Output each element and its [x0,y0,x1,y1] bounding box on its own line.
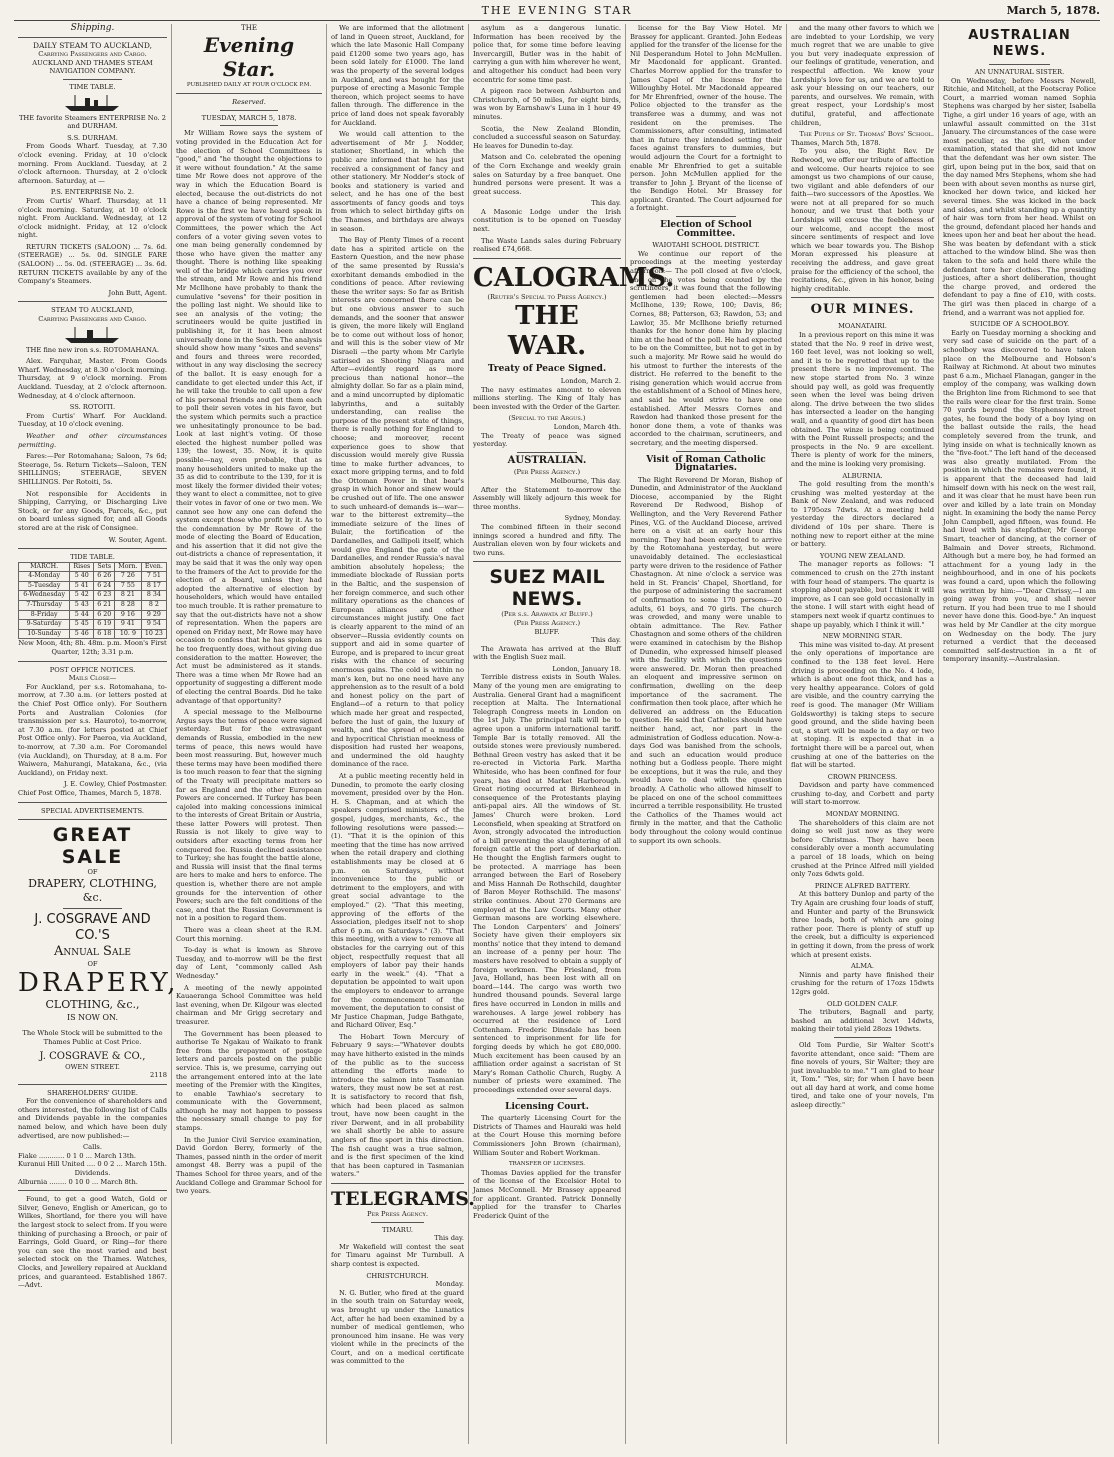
pupils-signature: The Pupils of St. Thomas' Boys' School. [799,130,934,139]
tide-cell: 5 40 [70,572,94,582]
monday-morning-heading: MONDAY MORNING. [825,810,900,819]
souter-agent: W. Souter, Agent. [108,535,167,544]
agent-name: John Butt, Agent. [108,288,167,297]
tide-cell: 6 21 [94,601,115,611]
sydney-dateline: Sydney, Monday. [564,514,621,523]
tide-cell: 6 18 [94,629,115,639]
tide-cell: 7 26 [115,572,142,582]
rotomahana-heading: THE fine new iron s.s. ROTOMAHANA. [26,345,159,354]
tide-header-cell: MARCH. [19,562,70,572]
leader-text: Mr William Rowe says the system of voting provided in the Education Act for the election of School Committees is "good," and "he thought the objections to it were without foundation." At the same time Mr Rowe does not approve of the way in which the Education Board is elected, because the out-districts do not have a chance of being represented. Mr Rowe is the first we have heard speak in approval of the system of voting for School Committees, the power which the Act confers of a voter giving seven votes to one man being generally condemned by those who have given the matter any thought. There is nothing like speaking well of the bridge which carries you over the stream, and Mr Rowe and his friend Mr McIlhone have probably to thank the cumulative "sevens" for their position in the polling last night. We should like to see an analysis of the voting; the scrutineers would be quite justified in publishing it, for it has been almost universally done in the South. The analysis should show how many "sixes and sevens" and fours and threes were recorded, without in any way disclosing the secrecy of the ballot. It is easy enough for a candidate to get elected under this Act, if he will take the trouble to call upon a few of his personal friends and get them each to poll their seven votes in his favor, but the system which permits such a practice we unhesitatingly pronounce to be bad. Look at last night's voting. Of those elected the highest number polled was 139; the lowest, 35. Now, it is quite possible—nay, even probable, that as many householders united to make up the 35 as did to contribute to the 139, for it is most likely the former divided their votes; they want to elect a committee, not to give their votes in favor of one or two men. We cannot see how any one can defend the system except those who profit by it. As to the condemnation by Mr Rowe of the mode of electing the Board of Education, and his assertion that it did not give the out-districts a chance of representation, it may be said that it was the only way open to the framers of the Act to provide for the election of a Board, unless they had adopted the alternative of election by householders, which would have entailed too much trouble. It is rather premature to say that the out-districts have not a show of representation. When the papers are opened on Friday next, Mr Rowe may have occasion to confess that he has spoken as he too frequently does, without giving due consideration to the matter. However, the Act must be administered as it stands. There was a time when Mr Rowe had an opportunity of suggesting a different mode of electing the central Boards. Did he take advantage of that opportunity? [176,129,322,705]
the-war-heading: THE WAR. [507,301,587,362]
special-ads-heading: SPECIAL ADVERTISEMENTS. [41,806,144,815]
masthead-date: March 5, 1878. [1006,4,1100,17]
column-5 [626,24,787,1444]
carrying-text: Carrying Passengers and Cargo. [38,50,147,59]
article-salmon: The Hobart Town Mercury of February 9 says:—"Whatever doubts may have hitherto existed in the minds of the public as to the success attending the efforts made to introduce the salmon into Tasmanian waters, they must now be set at rest. It is satisfactory to record that fish, which had been placed as salmon trout, have now been caught in the river Derwent, and in all probability we shall shortly be able to assure anglers of fine sport in this direction. The fish caught was a true salmon, and is the first specimen of the kind that has been captured in Tasmanian waters." [331,1032,464,1179]
australian-news-heading: AUSTRALIAN NEWS. [968,28,1071,59]
tide-cell: 8 2 [141,601,166,611]
tide-row [19,629,167,639]
is-now-on: IS NOW ON. [66,1013,119,1023]
tide-cell: 5 46 [70,629,94,639]
tide-row [19,610,167,620]
suez-news-text: Terrible distress exists in South Wales. Many of the young men are emigrating to Australia. General Grant had a magnificent reception at Malta. The International Telegraph Congress meets in London on the 1st July. The principal talk will be to agree upon a uniform international tariff. Temple Bar is totally removed. All the outside stones were previously numbered. Bethnal Green vestry has asked that it be re-erected in Victoria Park. Martha Whiteside, who has been confined for four years, has died at Market Harborough. Great rioting occurred at Birkenhead in consequence of the Protestants playing anti-papal airs. All the windows of St. James' Church were broken. Lord Leconsfield, when speaking at Stratford on Avon, strongly advocated the introduction of a bill preventing the slaughtering of all foreign cattle at the port of debarkation. He thought the English farmers ought to be protected. A marriage has been arranged between the Earl of Rosebery and Miss Hannah De Rothschild, daughter of Baron Meyer Rothschild. The masons' strike continues. About 270 Germans are employed at the Law Courts. Many other German masons are working elsewhere. The London Carpenters' and Joiners' Society have given their employers six months' notice that they intend to demand an increase of a penny per hour. The masters have resolved to obtain a supply of foreign workmen. The Friesland, from Java, Holland, has been lost with all on board—144. The cargo was worth two hundred thousand pounds. Several large fires have occurred in London in mills and warehouses. A large jewel robbery has occurred at the residence of Lord Cottenham. Frederic Dinsdale has been sentenced to imprisonment for life for forging deeds by which he got £80,000. Much excitement has been caused by an affiliation order against a sacristan of St Mary's Roman Catholic Church, Rugby. A number of priests were examined. The proceedings extended over several days. [473,673,621,1094]
date-line: TUESDAY, MARCH 5, 1878. [201,113,297,122]
tide-table [18,562,167,640]
steamer-illustration [18,94,167,112]
tide-cell: 10-Sunday [19,629,70,639]
visit-text: The Right Reverend Dr Moran, Bishop of Dunedin, and Administrator of the Auckland Diocese, accompanied by the Right Reverend Dr Redwood, Bishop of Wellington, and the Very Reverend Father Pines, V.G. of the Auckland Diocese, arrived here on a visit at an early hour this morning. They had been expected to arrive by the Rotomahana yesterday, but were unavoidably detained. The ecclesiastical party were driven to the residence of Father Chastagnon. At nine o'clock a service was held in St. Francis' Chapel, Shortland, for the purpose of administering the sacrament of confirmation to some 170 persons—20 adults, 61 boys, and 70 girls. The church was crowded, and many were unable to obtain admittance. The Rev. Father Chastagnon and some others of the children were examined in catechism by the Bishop of Dunedin, who expressed himself pleased with the facility with which the questions were answered. Dr. Moran then preached an eloquent and impressive sermon on confirmation, dwelling on the deep importance of the sacrament. The confirmation then took place, after which he delivered an address on the Education question. He said that Catholics should have neither hand, act, nor part in the administration of Godless education. Now-a-days God was banished from the schools, and such an education would produce nothing but a Godless people. There might be exceptions, but it was the rule, and they would have to deal with the question broadly. A Catholic who allowed himself to be placed on one of the school committees incurred a terrible responsibility. He trusted the Catholics of the Thames would act firmly in the matter, and that the Catholic body throughout the colony would continue to support its own schools. [630,475,782,845]
tide-cell: 8 28 [115,601,142,611]
our-mines-heading: OUR MINES. [810,302,915,318]
published-note: PUBLISHED DAILY AT FOUR O'CLOCK P.M. [186,81,312,88]
post-office-date: Chief Post Office, Thames, March 5, 1878. [18,788,162,797]
article-kauaeranga: A meeting of the newly appointed Kauaeranga School Committee was held last evening, when Dr. Kilgour was elected chairman and Mr Grigg secretary and treasurer. [176,983,322,1026]
tide-cell: 5 45 [70,620,94,630]
alburnia-text: The gold resulting from the month's crushing was melted yesterday at the Bank of New Zealand, and was reduced to 1795ozs 7dwts. At a meeting held yesterday the directors declared a dividend of 10s per share. There is nothing new to report either at the mine or battery. [791,480,934,549]
visit-heading: Visit of Roman Catholic Dignataries. [646,454,766,474]
tide-cell: 6 20 [94,610,115,620]
alma-text: Ninnis and party have finished their crushing for the return of 17ozs 15dwts 12grs gold. [791,970,934,996]
cosgrave-co: J. COSGRAVE & CO., [39,1050,146,1062]
post-office-heading: POST OFFICE NOTICES. [49,665,136,674]
tide-cell: 5-Tuesday [19,581,70,591]
durham-times: From Goods Wharf. Tuesday, at 7.30 o'clock evening. Friday, at 10 o'clock morning. From Auckland. Tuesday, at 2 o'clock afternoon. Thursday, at 2 o'clock afternoon. Saturday, at — [18,142,167,185]
wilkes-ad: Found, to get a good Watch, Gold or Silver, Genevo, English or American, go to Wilkes, Shortland, for there you will have the largest stock to select from. If you were thinking of purchasing a Brooch, or pair of Earrings, Gold Guard, or Ring—for there you can see the most varied and best selected stock on the Thames. Watches, Clocks, and Jewellery repaired at Auckland prices, and guaranteed. Established 1867.—Advt. [18,1195,167,1290]
article-early-closing: At a public meeting recently held in Dunedin, to promote the early closing movement, presided over by the Hon. H. S. Chapman, and at which the speakers comprised ministers of the gospel, judges, merchants, &c., the following resolutions were passed:—(1). "That it is the opinion of this meeting that the time has now arrived when the retail drapery and clothing establishments may be closed at 6 p.m. on Saturdays, without inconvenience to the public or detriment to the employers, and with great social advantage to the employed." (2). "That this meeting, approving of the efforts of the Association, pledges itself not to shop after 6 p.m. on Saturdays." (3). "That this meeting, with a view to remove all obstacles for the carrying out of this object, respectfully request that all employers of labor pay their hands early in the week." (4). "That a deputation be appointed to wait upon the employers to endeavor to arrange for the commencement of the movement, the deputation to consist of Mr Justice Chapman, Judge Bathgate, and Richard Oliver, Esq." [331,772,464,1030]
bluff-day: This day. [591,636,621,645]
enterprise-heading: P.S. ENTERPRISE No. 2. [50,188,135,197]
transfer-heading: TRANSFER OF LICENSES. [508,1161,586,1168]
licensing-heading: Licensing Court. [505,1101,589,1112]
tide-cell: 5 43 [70,601,94,611]
australian-heading: AUSTRALIAN. [507,454,587,466]
reply-text: To you also, the Right Rev. Dr Redwood, we offer our tribute of affection and welcome. Our hearts rejoice to see amongst us two champions of our cause, two vigilant and able defenders of our faith—two successors of the Apostles. We were not at all prepared for so much honour, and we trust that both your Lordships will excuse the feebleness of our welcome, and accept the most sincere sentiments of respect and love which we bear towards you. The Bishop Moran expressed his pleasure at receiving the address, and gave great praise for the efficiency of the school, the recitations, &c., given in his honor, being highly creditable. [791,147,934,293]
fares-text: RETURN TICKETS (SALOON) ... 7s. 6d. (STEERAGE) ... 5s. 0d. SINGLE FARE (SALOON) ... 5s. 0d. (STEERAGE) ... 3s. 6d. RETURN TICKETS available by any of the Company's Steamers. [18,242,167,286]
moon-note: New Moon, 4th; 8h. 48m. p.m. Moon's First Quarter, 12th; 3.31 p.m. [18,639,167,657]
tide-row [19,591,167,601]
christchurch-day: Monday. [435,1280,464,1289]
tide-cell: 5 41 [70,581,94,591]
treaty-text: The navy estimates amount to eleven millions sterling. The King of Italy has been invested with the Order of the Garter. [473,385,621,411]
bluff-text: The Arawata has arrived at the Bluff with the English Suez mail. [473,644,621,662]
mails-close: Mails Close— [68,674,117,683]
tide-cell: 9 41 [115,620,142,630]
dividends-heading: Dividends. [74,1169,111,1178]
tide-cell: 8 21 [115,591,142,601]
tide-cell: 6 19 [94,620,115,630]
dividend-row: Alburnia ........ 0 10 0 ... March 8th. [18,1177,138,1186]
timaru-text: Mr Wakefield will contest the seat for Timaru against Mr Turnbull. A sharp contest is expected. [331,1242,464,1268]
great-sale: GREAT SALE [52,824,133,869]
drapery-big: DRAPERY, [18,968,179,999]
steamer-icon [63,326,123,344]
election-text: We continue our report of the proceedings at the meeting yesterday afternoon:— The poll closed at five o'clock, and on the votes being counted by the scrutineers, it was found that the following gentlemen had been elected:—Messrs McIlhone, 139; Rowe, 100; Davis, 86; Cornes, 88; Patterson, 63; Rawdon, 53; and Lawlor, 35. Mr McIlhone briefly returned thanks for the honor done him by placing him at the head of the poll. He had expected to be on the Committee, but not to get in by such a majority. Mr Rowe said he would do his utmost to further the interests of the district. He referred to the benefit to the rising generation which would accrue from the establishment of a School of Mines here, and said he would strive to have one established. After Messrs Cornes and Rawdon had thanked those present for the honor done them, a vote of thanks was accorded to the chairman, scrutineers, and secretary, and the meeting dispersed. [630,249,782,447]
tide-cell: 7 55 [115,581,142,591]
tide-cell: 6 24 [94,581,115,591]
calls-heading: Calls. [83,1143,102,1152]
transfer-text: Thomas Davies applied for the transfer of the license of the Excelsior Hotel to James McConnell. Mr Brassey appeared for applicant. Granted. Patrick Donnelly applied for the transfer to Charles Frederick Quint of the [473,1168,621,1220]
fares-2: Fares:—Per Rotomahana; Saloon, 7s 6d; Steerage, 5s. Return Tickets—Saloon, TEN SHILLINGS; STEERAGE, SEVEN SHILLINGS. Per Rotoiti, 5s. [18,452,167,486]
postmaster: J. E. Cowley, Chief Postmaster. [63,780,167,789]
article-shrove: To-day is what is known as Shrove Tuesday, and to-morrow will be the first day of Lent, "commonly called Ash Wednesday." [176,946,322,980]
election-heading: Election of School Committee. [660,220,752,239]
column-2 [172,24,327,1444]
treaty-heading: Treaty of Peace Signed. [487,364,607,375]
tide-header-cell: Morn. [115,562,142,572]
article-lodge: A Masonic Lodge under the Irish constitution is to be opened on Tuesday next. [473,207,621,234]
london-dateline-1: London, March 2. [560,377,621,386]
durham-heading: S.S. DURHAM. [67,133,118,142]
scott-anecdote: Old Tom Purdie, Sir Walter Scott's favorite attendant, once said: "Them are fine novels of yours, Sir Walter; they are just invaluable to me." "I am glad to hear it, Tom." "Yes, sir; for when I have been out all day hard at work, and come home tired, and take one of your novels, I'm asleep directly." [791,1040,934,1110]
tide-header-cell: Rises [70,562,94,572]
timetable-heading: TIME TABLE. [69,82,116,91]
tide-cell: 5 44 [70,610,94,620]
whole-stock: The Whole Stock will be submitted to the Thames Public at Cost Price. [22,1029,163,1046]
suicide-heading: SUICIDE OF A SCHOOLBOY. [969,320,1070,329]
tide-table-heading: TIDE TABLE. [70,553,115,562]
owen-street: OWEN STREET. [65,1062,120,1071]
melbourne-dateline: Melbourne, This day. [549,476,621,485]
tide-header-cell: Even. [141,562,166,572]
steamer-illustration-2 [18,326,167,344]
this-day: This day. [591,199,621,208]
calls-row: Kuranui Hill United .... 0 0 2 ... March 15th. [18,1160,167,1169]
reserved: Reserved. [232,98,266,107]
tide-cell: 9 29 [141,610,166,620]
column-1 [14,23,179,1444]
unnatural-sister-text: On Wednesday, before Messrs Newell, Ritchie, and Mitchell, at the Footscray Police Court, a married woman named Sophia Stephens was charged by her sister, Isabella Tighe, a girl under 16 years of age, with an unlawful assault committed on the 31st January. The circumstances of the case were most peculiar, as the girl, when under examination, stated that she did not know that the defendant was her own sister. The girl, upon being put in the box, said that on the day named Mrs Stephens, whom she had been with about seven months as nurse girl, knocked her down twice, and kicked her several times. She was kicked in the back and sides, and whilst standing up a quantity of hair was torn from her head. Whilst on the ground, defendant placed her hands and knees upon her and beat her about the head. She was beaten by defendant with a stick attached to the window blind. She was then taken to the sofa and held there while the defendant tore her clothes. The presiding justices, after a short deliberation, thought the charge proved, and ordered the defendant to pay a fine of £10, with costs. The girl was then placed in charge of a friend, and a warrant was not applied for. [943,76,1096,317]
tide-cell: 9 16 [115,610,142,620]
timaru-day: This day. [434,1234,464,1243]
tide-cell: 8-Friday [19,610,70,620]
tide-cell: 9-Saturday [19,620,70,630]
newspaper-title: Evening Star. [203,32,295,81]
tide-cell: 4-Monday [19,572,70,582]
favorite-steamers: THE favorite Steamers ENTERPRISE No. 2 and DURHAM. [18,113,167,131]
article-rm-court: There was a clean sheet at the R.M. Court this morning. [176,926,322,943]
article-nodder: We would call attention to the advertisement of Mr J. Nodder, stationer, Shortland, in which the public are informed that he has just received a consignment of fancy and other stationery. Mr Nodder's stock of books and stationery is varied and select, and he has one of the best assortments of fancy goods and toys from which to select birthday gifts on the Thames, and birthdays are always in season. [331,130,464,233]
clothing-line: CLOTHING, &c., [45,998,140,1012]
of-1: OF [87,868,98,877]
article-masonic: We are informed that the allotment of land in Queen street, Auckland, for which the late Masonic Hall Company paid £1200 some two years ago, has been sold lately for £1000. The land was the property of the several lodges in Auckland, and was bought for the purpose of erecting a Masonic Temple thereon, which project seems to have fallen through. The difference in the price of land does not speak favorably for Auckland. [331,24,464,127]
enterprise-times: From Curtis' Wharf. Thursday, at 11 o'clock morning. Saturday, at 10 o'clock night. From Auckland. Wednesday, at 12 o'clock midnight. Friday, at 12 o'clock night. [18,196,167,240]
tide-cell: 7 51 [141,572,166,582]
new-morning-star-heading: NEW MORNING STAR. [822,632,903,641]
suicide-text: Early on Tuesday morning a shocking and very sad case of suicide on the part of a schoolboy was discovered to have taken place on the Melbourne and Hobson's Railway at Richmond. At about two minutes past 6 a.m., Michael Flanagan, ganger in the employ of the company, was walking down the Brighton line from Richmond to see that the rails were clear for the first train. Some 70 yards beyond the Stephenson street gates, he found the body of a boy lying on the ballast outside the rails, the head completely severed from the trunk, and lying inside on what is technically known as the "five-foot." The left hand of the deceased was also greatly mutilated. From the position in which the remains were found, it is apparent that the deceased had laid himself down with his neck on the west rail, and it was clear that he must have been run over and killed by a late train on Monday night. In examining the body the name Percy John Campbell, aged fifteen, was found. He had lived with his stepfather, Mr George Smart, teacher of dancing, at the corner of Balmain and Dover streets, Richmond. Although but a mere boy, he had formed an attachment for a young lady in the neighbourhood, and in one of his pockets was found a card, upon which the following was written by him:—"Dear Chrissy,—I am going away from you, and shall never return. If you had been true to me I should never have done this. Good-bye." An inquest was held by Mr Candler at the city morgue on Wednesday on the body. The jury returned a verdict that the deceased committed self-destruction in a fit of temporary insanity.—Australasian. [943,328,1096,664]
waiotahi-heading: WAIOTAHI SCHOOL DISTRICT. [652,241,760,250]
steamer-icon [63,94,123,112]
telegrams-heading: TELEGRAMS. [331,1187,475,1210]
licensing-text: The quarterly Licensing Court for the Districts of Thames and Hauraki was held at the Court House this morning before Commissioners John Brown (chairman), William Souter and Robert Workman. [473,1114,621,1157]
page-masthead [14,4,1100,21]
tide-cell: 6-Wednesday [19,591,70,601]
london-dateline-3: London, January 18. [552,664,621,673]
post-office-text: For Auckland, per s.s. Rotomahana, to-morrow, at 7.30 a.m. (or letters posted at the Chief Post Office only). For Southern Ports and Australian Colonies (for transmission per s.s. Hauroto), to-morrow, at 7.30 a.m. (for letters posted at Chief Post Office only). For Paeroa, via Auckland, to-morrow, at 7.30 a.m. For Coromandel (via Auckland), on Thursday, at 8 a.m. For Waiwera, Mahurangi, Matakana, &c., (via Auckland), on Friday next. [18,682,167,777]
per-press-agency-2: (Per Press Agency.) [513,468,581,477]
bluff-heading: BLUFF. [534,627,560,636]
old-golden-calf-text: The tributers, Bagnall and party, bashed an additional 3cwt 14dwts, making their total yield 28ozs 19dwts. [791,1008,934,1034]
tide-cell: 7-Thursday [19,601,70,611]
alma-heading: ALMA. [850,962,875,971]
suez-mail-heading: SUEZ MAIL NEWS. [489,566,605,611]
moanatairi-text: In a previous report on this mine it was stated that the No. 9 reef in drive west, 160 feet level, was not looking so well, and it is to be regretted that up to the present there is no improvement. The new stope started from No. 3 winze should pay well, as gold was frequently seen when the level was being driven along. The drive between the two slides has intersected a leader on the hanging wall, and a quantity of good dirt has been obtained. The winze is being continued with the Point Russell prospects; and the prospects in the No. 9 are excellent. There is plenty of work for the miners, and the mine is looking very promising. [791,331,934,468]
the-label: THE [241,24,257,32]
melbourne-text: After the Statement to-morrow the Assembly will likely adjourn this week for three months. [473,485,621,511]
prince-alfred-heading: PRINCE ALFRED BATTERY. [814,881,911,890]
rotomahana-times: Alex. Farquhar, Master. From Goods Wharf. Wednesday, at 8.30 o'clock morning. Thursday, at 9 o'clock morning. From Auckland. Tuesday, at 2 o'clock afternoon. Wednesday, at 4 o'clock afternoon. [18,357,167,400]
reuter-note: (Reuter's Special to Press Agency.) [487,292,607,301]
timaru-heading: TIMARU. [382,1225,413,1234]
weather-note: Weather and other circumstances permitting. [18,431,167,449]
article-pigeon: A pigeon race between Ashburton and Christchurch, of 50 miles, for eight birds, was won by Earnshaw's Luna in 1 hour 49 minutes. [473,87,621,121]
tide-cell: 9 54 [141,620,166,630]
new-morning-star-text: This mine was visited to-day. At present the only operations of importance are confined to the 138 feet level. Here driving is proceeding on the No. 4 lode, which is about one foot thick, and has a very healthy appearance. Colors of gold are visible, and the country carrying the reef is good. The manager (Mr William Goldsworthy) is taking steps to secure good ground, and the slide having been cut, a start will be made in a day or two at stoping. It is expected that in a fortnight there will be a parcel out, when crushing at one of the batteries on the flat will be started. [791,640,934,770]
tide-cell: 6 23 [94,591,115,601]
steam-to-auckland-heading: STEAM TO AUCKLAND, [51,306,134,315]
shipping-heading: Shipping. [70,23,115,33]
tide-cell: 8 17 [141,581,166,591]
unnatural-sister-heading: AN UNNATURAL SISTER. [974,68,1065,76]
prince-alfred-text: At this battery Dunlop and party of the Try Again are crushing four loads of stuff, and Hunter and party of the Brunswick three loads, both of which are going rather poor. There is plenty of stuff up the creek, but a difficulty is experienced in getting it down, from the press of work which at present exists. [791,890,934,959]
christchurch-text: N. G. Butler, who fired at the guard in the south train on Saturday week, was brought up under the Lunatics Act, after he had been examined by a number of medical gentlemen, who pronounced him insane. He was very violent while in the precincts of the Court, and on a medical certificate was committed to the [331,1288,464,1366]
tide-cell: 10 23 [141,629,166,639]
column-4 [469,24,675,1444]
calls-row: Fiake ............ 0 1 0 ... March 13th. [18,1151,137,1160]
company-name: AUCKLAND AND THAMES STEAM NAVIGATION COMPANY. [32,58,153,76]
tide-row [19,572,167,582]
per-press-agency: Per Press Agency. [367,1209,428,1218]
per-press-agency-3: (Per Press Agency.) [513,618,581,627]
cosgrave-name: J. COSGRAVE AND CO.'S [34,911,151,943]
tide-cell: 5 42 [70,591,94,601]
drapery-clothing: DRAPERY, CLOTHING, &c. [28,876,157,904]
arawata-note: (Per s.s. Arawata at Bluff.) [501,610,593,619]
responsibility-note: Not responsible for Accidents in Shipping, Carrying, or Discharging Live Stock, or for any Goods, Parcels, &c., put on board unless signed for, and all Goods stored are at the risk of Consignee. [18,489,167,532]
of-2: OF [87,959,98,968]
crown-princess-heading: CROWN PRINCESS. [827,772,898,781]
sydney-text: The combined fifteen in their second innings scored a hundred and fifty. The Australian eleven won by four wickets and two runs. [473,522,621,557]
tide-row [19,620,167,630]
monday-morning-text: The shareholders of this claim are not doing so well just now as they were before Christmas. They have been considerably over a month accumulating a parcel of 18 loads, which on being crushed at the Prince Alfred mill yielded only 7ozs 6dwts gold. [791,818,934,879]
calograms-heading: CALOGRAMS. [473,262,675,293]
treaty-signed: The Treaty of peace was signed yesterday. [473,431,621,449]
guide-text: For the convenience of shareholders and others interested, the following list of Calls and Dividends payable in the companies named below, and which have been duly advertised, are now published:— [18,1097,167,1140]
article-peace: A special message to the Melbourne Argus says the terms of peace were signed yesterday. But for the extravagant demands of Russia, embodied in the new terms of peace, this news would have been most reassuring. But, however much these terms may have been modified there is too much reason to fear that the signing of the Treaty will precipitate matters so far as England and the other European Powers are concerned. If Turkey has been cajoled into making concessions inimical to the interests of Great Britain or Austria, these latter Powers will protest. Then Russia is not likely to give way to outsiders after exacting terms from her conquered foe. Russia declined assistance to Turkey; she has fought the battle alone, and Russia will insist that the final terms are hers to make and hers to enforce. The question is, whether there are not ample grounds for the intervention of other Powers; such are the felt conditions of the case, and that the Russian Government is not in a position to regard them. [176,708,322,923]
rotoiti-heading: SS. ROTOITI. [69,403,116,412]
masthead-title: THE EVENING STAR [481,4,633,17]
column-7 [939,24,1100,1444]
tide-cell: 6 26 [94,572,115,582]
moanatairi-heading: MOANATAIRI. [838,322,887,331]
article-blondin: Scotia, the New Zealand Blondin, concluded a successful season on Saturday. He leaves for Dunedin to-day. [473,124,621,150]
rotoiti-times: From Curtis' Wharf. For Auckland. Tuesday, at 10 o'clock evening. [18,411,167,429]
ad-number: 2118 [149,1071,167,1080]
tide-cell: 8 34 [141,591,166,601]
young-nz-text: The manager reports as follows: "I commenced to crush on the 27th instant with four head of stampers. The quartz is stopping about payable, but I think it will improve, as I can see gold occasionally in the stone. I will start with eight head of stampers next week if quartz continues to shape up payably, which I think it will." [791,560,934,629]
old-golden-calf-heading: OLD GOLDEN CALF. [826,999,898,1008]
article-waste-lands: The Waste Lands sales during February realised £74,668. [473,236,621,254]
annual-sale: Annual Sale [53,943,131,959]
article-corn-exchange: Matson and Co. celebrated the opening of the Corn Exchange and weekly grain sales on Saturday by a free banquet. One hundred persons were present. It was a great success. [473,153,621,196]
young-nz-heading: YOUNG NEW ZEALAND. [819,551,906,560]
address-text: and the many other favors to which we are indebted to your Lordship, we very much regret that we are unable to give you but very inadequate expression of our feelings of gratitude, veneration, and respectful affection. We know your Lordship's love for us, and we are told to ask your blessing on our teachers, our parents, and ourselves. We remain, with great respect, your Lordship's most dutiful, grateful, and affectionate children, [791,24,934,127]
tide-row [19,581,167,591]
tide-cell: 10. 9 [115,629,142,639]
crown-princess-text: Davidson and party have commenced crushing to-day, and Corbett and party will start to-morrow. [791,781,934,807]
daily-steam-heading: DAILY STEAM TO AUCKLAND, [32,40,153,50]
article-asylum: asylum as a dangerous lunatic. Information has been received by the police that, for some time before leaving Invercargill, Butler was in the habit of carrying a gun with him wherever he went, and altogether his conduct had been very eccentric for some time past. [473,24,621,84]
thames-date: Thames, March 5th, 1878. [791,138,881,147]
shareholders-guide: SHAREHOLDERS' GUIDE. [47,1088,138,1097]
column-3 [327,24,475,1444]
london-dateline-2: London, March 4th. [553,423,621,431]
tide-row [19,601,167,611]
article-bay-of-plenty: The Bay of Plenty Times of a recent date has a spirited article on the Eastern Question, and the new phase of the same presented by Russia's exorbitant demands embodied in the conditions of peace. After reviewing these the writer says: So far as British interests are concerned there can be but one obvious answer to such demands, and the sooner that answer is given, the more likely will England be to come out without loss of honor, and will this is the sober view of Mr Disraeli —the party whom Mr Carlyle satirised as Shooting Niagara and After—evidently regard as more precious than national honor—the almighty dollar. So far as a plain mind, and a mind uncorrupted by diplomatic labyrinths, and a suitably understanding, can realise the purpose of the present state of things, there is really nothing for England to choose; and moreover, recent experience goes to show that discussion would merely give Russia time to make further advances, to exact more gripping terms, and to fold the Ottoman Power in that bear's grasp in which honor and sinew would be crushed out of life. The one answer to such unheard-of demands is—war—war to the bitterest extremity—the immediate seizure of the lines of Bulair, the fortification of the Dardanelles, and Gallipoli itself, which would give England the gate of the Dardanelles, and render Russia's naval ambition absolutely hopeless; the immediate blockade of Russian ports in the Baltic, and the suspension of her foreign commerce, and such other military operations as the chances of European alliances and other circumstances might justify. One fact is clearly apparent to the mind of an observer—Russia evidently counts on support and aid in some quarter of Europe, and is prepared to incur great risks with the chance of securing enormous gains. The cold is within no man's ken, but no one need have any apprehension as to the result of a bold and honest policy on the part of England—of a return to that policy which made her great and respected, before the lust of gain, the luxury of wealth, and the spread of a muddle and hypocritical Christian meekness of disposition had rusted her weapons, and undermined the old haughty dominance of the race. [331,236,464,769]
article-civil-service: In the Junior Civil Service examination, David Gordon Berry, formerly of the Thames, passed ninth in the order of merit amongst 48. Berry was a pupil of the Thames School for three years, and of the Auckland College and Grammar School for two years. [176,1135,322,1196]
argus-note: (Special to the Argus.) [508,414,586,423]
tide-header-cell: Sets [94,562,115,572]
christchurch-heading: CHRISTCHURCH. [366,1271,429,1280]
alburnia-heading: ALBURNIA. [842,471,883,480]
license-continued: license for the Bay View Hotel. Mr Brassey for applicant. Granted. John Eedeas applied for the transfer of the license for the Nil Desperandum Hotel to John McMullen. Mr Macdonald for applicant. Granted. Charles Morrow applied for the transfer to James Capel of the license for the Willoughby Hotel. Mr Macdonald appeared for Mr Ehrenfried, owner of the house. The Police objected to the transfer as the transferee was a dummy, and was not resident on the premises. The Commissioners, after consulting, intimated that in future they intended setting their faces against transfers to dummies, but would adjourn the Court for a fortnight to enable Mr Ehrenfried to get a suitable person. John McMullen applied for the transfer to John J. Bryant of the license of the Bendigo Hotel. Mr Brassey for applicant. Granted. The Court adjourned for a fortnight. [630,24,782,213]
column-6 [787,24,939,1444]
carrying-text-2: Carrying Passengers and Cargo. [38,315,147,324]
article-ngakau: The Government has been pleased to authorise Te Ngakau of Waikato to frank free from the prepayment of postage letters and parcels posted on the public service. This is, we presume, carrying out the arrangement entered into at the late meeting of the Premier with the Kingites, to enable Tawhiao's secretary to communicate with the Government, although he may not happen to possess the necessary small change to pay for stamps. [176,1029,322,1133]
